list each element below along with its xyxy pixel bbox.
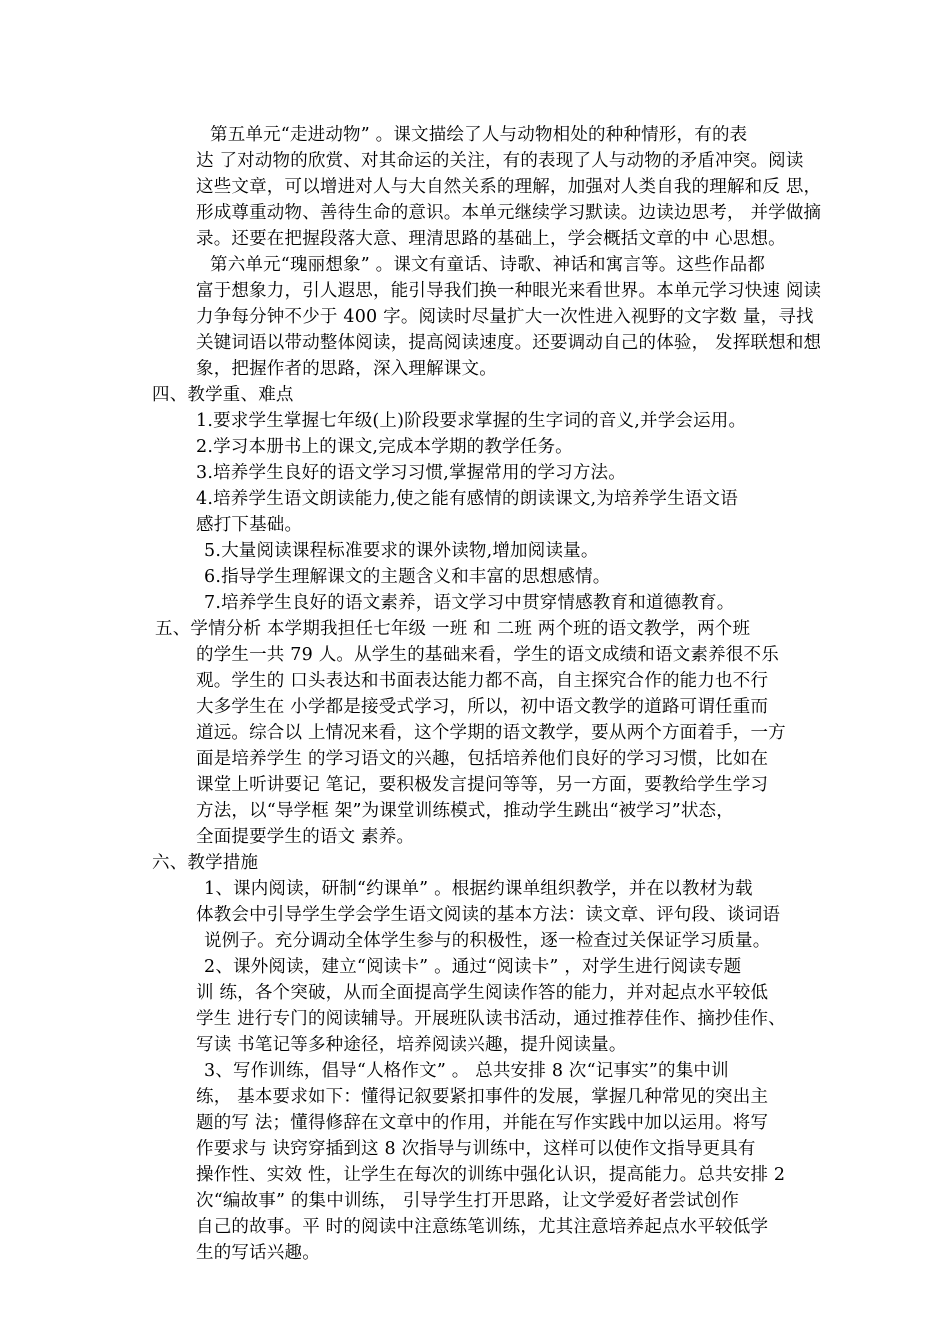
unit6-line: 力争每分钟不少于 400 字。阅读时尽量扩大一次性进入视野的文字数 量，寻找 <box>196 307 814 327</box>
section6-line: 自己的故事。平 时的阅读中注意练笔训练，尤其注意培养起点水平较低学 <box>196 1217 769 1237</box>
section5-line: 大多学生在 小学都是接受式学习，所以，初中语文教学的道路可谓任重而 <box>196 697 769 717</box>
section5-line: 方法，以“导学框 架”为课堂训练模式，推动学生跳出“被学习”状态， <box>196 801 734 821</box>
section6-line: 3、写作训练，倡导“人格作文” 。 总共安排 8 次“记事实”的集中训 <box>204 1061 729 1081</box>
section6-line: 练， 基本要求如下：懂得记叙要紧扣事件的发展，掌握几种常见的突出主 <box>196 1087 769 1107</box>
section6-line: 体教会中引导学生学会学生语文阅读的基本方法：读文章、评句段、谈词语 <box>196 905 781 925</box>
section5-line: 道远。综合以 上情况来看，这个学期的语文教学，要从两个方面着手，一方 <box>196 723 786 743</box>
section6-line: 次“编故事” 的集中训练， 引导学生打开思路，让文学爱好者尝试创作 <box>196 1191 740 1211</box>
section6-line: 2、课外阅读，建立“阅读卡” 。通过“阅读卡” ，对学生进行阅读专题 <box>204 957 742 977</box>
section5-line: 观。学生的 口头表达和书面表达能力都不高，自主探究合作的能力也不行 <box>196 671 769 691</box>
unit5-line: 录。还要在把握段落大意、理清思路的基础上，学会概括文章的中 心思想。 <box>196 229 786 249</box>
unit6-line: 第六单元“瑰丽想象” 。课文有童话、诗歌、神话和寓言等。这些作品都 <box>210 255 766 275</box>
section4-item: 7.培养学生良好的语文素养，语文学习中贯穿情感教育和道德教育。 <box>204 593 735 613</box>
section4-item: 5.大量阅读课程标准要求的课外读物,增加阅读量。 <box>204 541 599 561</box>
section4-item: 感打下基础。 <box>196 515 303 535</box>
section6-line: 生的写话兴趣。 <box>196 1243 320 1263</box>
unit6-line: 关键词语以带动整体阅读，提高阅读速度。还要调动自己的体验， 发挥联想和想 <box>196 333 822 353</box>
unit6-line: 象，把握作者的思路，深入理解课文。 <box>196 359 497 379</box>
section5-line: 的学生一共 79 人。从学生的基础来看，学生的语文成绩和语文素养很不乐 <box>196 645 779 665</box>
section4-item: 4.培养学生语文朗读能力,使之能有感情的朗读课文,为培养学生语文语 <box>196 489 738 509</box>
section6-line: 学生 进行专门的阅读辅导。开展班队读书活动，通过推荐佳作、摘抄佳作、 <box>196 1009 786 1029</box>
unit5-line: 达 了对动物的欣赏、对其命运的关注，有的表现了人与动物的矛盾冲突。阅读 <box>196 151 804 171</box>
section4-item: 1.要求学生掌握七年级(上)阶段要求掌握的生字词的音义,并学会运用。 <box>196 411 747 431</box>
section4-item: 2.学习本册书上的课文,完成本学期的教学任务。 <box>196 437 573 457</box>
section6-line: 训 练，各个突破，从而全面提高学生阅读作答的能力，并对起点水平较低 <box>196 983 769 1003</box>
unit6-line: 富于想象力，引人遐思，能引导我们换一种眼光来看世界。本单元学习快速 阅读 <box>196 281 822 301</box>
section6-line: 1、课内阅读，研制“约课单” 。根据约课单组织教学，并在以教材为载 <box>204 879 753 899</box>
section4-item: 3.培养学生良好的语文学习习惯,掌握常用的学习方法。 <box>196 463 626 483</box>
section6-line: 写读 书笔记等多种途径，培养阅读兴趣，提升阅读量。 <box>196 1035 627 1055</box>
section6-line: 题的写 法；懂得修辞在文章中的作用，并能在写作实践中加以运用。将写 <box>196 1113 769 1133</box>
section6-line: 操作性、实效 性，让学生在每次的训练中强化认识，提高能力。总共安排 2 <box>196 1165 786 1185</box>
unit5-line: 形成尊重动物、善待生命的意识。本单元继续学习默读。边读边思考， 并学做摘 <box>196 203 822 223</box>
section4-heading: 四、教学重、难点 <box>152 385 294 405</box>
section4-item: 6.指导学生理解课文的主题含义和丰富的思想感情。 <box>204 567 611 587</box>
unit5-line: 第五单元“走进动物” 。课文描绘了人与动物相处的种种情形，有的表 <box>210 125 748 145</box>
section5-line: 课堂上听讲要记 笔记，要积极发言提问等等，另一方面，要教给学生学习 <box>196 775 769 795</box>
section6-line: 作要求与 诀窍穿插到这 8 次指导与训练中，这样可以使作文指导更具有 <box>196 1139 756 1159</box>
section6-line: 说例子。充分调动全体学生参与的积极性，逐一检查过关保证学习质量。 <box>204 931 771 951</box>
section6-heading: 六、教学措施 <box>152 853 259 873</box>
section5-line: 面是培养学生 的学习语文的兴趣，包括培养他们良好的学习习惯，比如在 <box>196 749 769 769</box>
unit5-line: 这些文章，可以增进对人与大自然关系的理解，加强对人类自我的理解和反 思， <box>196 177 822 197</box>
section5-line: 五、学情分析 本学期我担任七年级 一班 和 二班 两个班的语文教学，两个班 <box>155 619 751 639</box>
section5-line: 全面提要学生的语文 素养。 <box>196 827 415 847</box>
